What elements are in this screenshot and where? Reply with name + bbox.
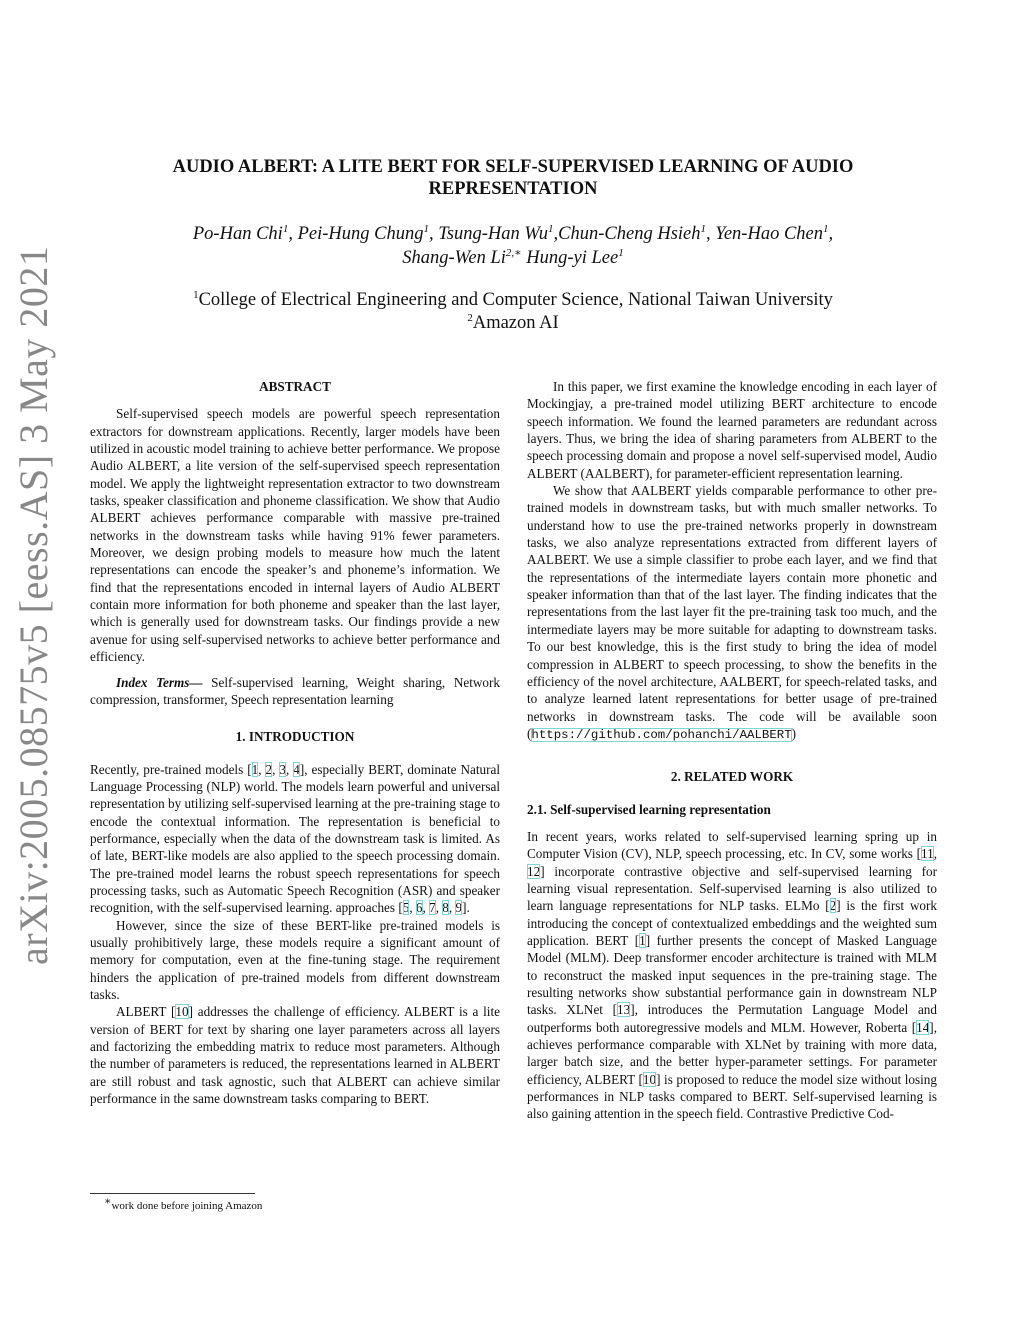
intro-paragraph-3 [90, 1003, 500, 1107]
text-run: ] addresses the challenge of efficiency. ALBERT is a lite version of BERT for text by sharing one layer parameters across all layers and factorizing the embedding matrix to reduce most parameters. Although the number of parameters is reduced, the representations learned in ALBERT are still robust and task agnostic, such that ALBERT can achieve similar performance in the same downstream tasks comparing to BERT. [90, 1004, 500, 1107]
text-run: ]. [462, 900, 470, 916]
author-name: Po-Han Chi [192, 224, 283, 244]
intro-paragraph-2: However, since the size of these BERT-like pre-trained models is usually prohibitively large, these models require a significant amount of memory for computation, even at the fine-tuning stage. The requirement hinders the application of pre-trained models from different downstream tasks. [90, 917, 500, 1002]
citation-link[interactable]: 14 [916, 1019, 930, 1035]
citation-link[interactable]: 2 [265, 761, 273, 777]
citation-link[interactable]: 10 [642, 1071, 657, 1087]
footnote [104, 1195, 263, 1213]
citation-link[interactable]: 7 [429, 900, 436, 916]
citation-link[interactable]: 6 [415, 900, 423, 916]
author-name: ,Chun-Cheng Hsieh [553, 224, 701, 244]
text-run: ALBERT [ [116, 1004, 176, 1020]
text-run: ], especially BERT, dominate Natural Language Processing (NLP) world. The models learn powerful and universal representation by utilizing self-supervised learning at the pre-training stage to encode the contextual information. The representation is beneficial to performance, especially when the data of the downstream task is limited. As of late, BERT-like models are also applied to the speech processing domain. The pre-trained model learns the robust speech representations for speech processing tasks, such as Automatic Speech Recognition (ASR) and speaker recognition, with the self-supervised learning. approaches [ [90, 761, 501, 916]
right-column [527, 378, 937, 1123]
citation-link[interactable]: 13 [617, 1002, 631, 1018]
affil-sup: 1 [823, 222, 829, 235]
citation-link[interactable]: 11 [921, 846, 934, 862]
code-url-link[interactable]: https://github.com/pohanchi/AALBERT [531, 727, 792, 742]
title-line-1: AUDIO ALBERT: A LITE BERT FOR SELF-SUPERVISED LEARNING OF AUDIO [172, 157, 854, 177]
text-run: ] incorporate contrastive objective and self-supervised learning for learning visual representation. Self-supervised learning is also utilized to learn language representations for NLP tasks. ELMo [ [527, 863, 937, 914]
affiliations [100, 289, 926, 335]
text-run: ] is proposed to reduce the model size without losing performances in NLP tasks compared to BERT. Self-supervised learning is also gaining attention in the speech field. Contrastive Predictive Cod- [527, 1071, 937, 1122]
affil-sup: 1 [548, 222, 554, 235]
affil-sup: 1 [282, 222, 289, 235]
affiliation-1 [100, 289, 926, 312]
title-line-2: REPRESENTATION [428, 179, 598, 199]
citation-link[interactable]: 5 [402, 900, 410, 916]
footnote-mark: ∗ [104, 1195, 112, 1208]
text-run: ], achieves performance comparable with XLNet by training with more data, larger batch size, and the better hyper-parameter settings. For parameter efficiency, ALBERT [ [527, 1019, 937, 1087]
citation-link[interactable]: 1 [251, 761, 259, 777]
footnote-rule [90, 1193, 255, 1194]
author-sep: , [828, 224, 834, 244]
arxiv-stamp: arXiv:2005.08575v5 [eess.AS] 3 May 2021 [11, 245, 56, 965]
index-terms-text: Self-supervised learning, Weight sharing, Network compression, transformer, Speech representation learning [90, 674, 500, 707]
abstract-body: Self-supervised speech models are powerful speech representation extractors for downstream applications. Recently, larger models have been utilized in acoustic model training to achieve better performance. We propose Audio ALBERT, a lite version of the self-supervised speech representation model. We apply the lightweight representation extractor to two downstream tasks, speaker classification and phoneme classification. We show that Audio ALBERT achieves performance comparable with massive pre-trained networks in the downstream tasks while having 91% fewer parameters. Moreover, we design probing models to measure how much the latent representations can encode the speaker’s and phoneme’s information. We find that the representations encoded in internal layers of Audio ALBERT contain more information for both phoneme and speaker than the last layer, which is generally used for downstream tasks. Our findings provide a new avenue for using self-supervised networks to achieve better performance and efficiency. [90, 406, 500, 665]
intro-paragraph-1: Recently, pre-trained models [1, 2, 3, 4], especially BERT, dominate Natural Language Processing (NLP) world. The models learn powerful and universal representation by utilizing self-supervised learning at the pre-training stage to encode the contextual information. The representation is beneficial to performance, especially when the data of the downstream task is limited. As of late, BERT-like models are also applied to the speech processing domain. The pre-trained model learns the robust speech representations for speech processing tasks, such as Automatic Speech Recognition (ASR) and speaker recognition, with the self-supervised learning. approaches [5, 6, 7, 8, 9]. [90, 761, 501, 916]
affiliation-2 [100, 312, 926, 335]
affil-sup: 2 [467, 311, 473, 324]
affil-sup: 1 [193, 288, 199, 301]
affil-sup: 1 [423, 222, 429, 235]
related-paragraph: In recent years, works related to self-supervised learning spring up in Computer Vision (CV), NLP, speech processing, etc. In CV, some works [11, 12] incorporate contrastive objective and self-supervised learning for learning visual representation. Self-supervised learning is also utilized to learn language representations for NLP tasks. ELMo [2] is the first work introducing the concept of contextualized embeddings and the weighted sum application. BERT [1] further presents the concept of Masked Language Model (MLM). Deep transformer encoder architecture is trained with MLM to reconstruct the masked input sequences in the pre-training stage. The resulting networks show substantial performance gain in downstream NLP tasks. XLNet [13], introduces the Permutation Language Model and outperforms both autoregressive models and MLM. However, Roberta [14], achieves performance comparable with XLNet by training with more data, larger batch size, and the better hyper-parameter settings. For parameter efficiency, ALBERT [10] is proposed to reduce the model size without losing performances in NLP tasks compared to BERT. Self-supervised learning is also gaining attention in the speech field. Contrastive Predictive Cod- [527, 828, 938, 1122]
text-run: ] is the first work introducing the concept of contextualized embeddings and the weighted sum application. BERT [ [527, 898, 937, 948]
right-paragraph-2 [527, 482, 937, 744]
author-name: , Yen-Hao Chen [706, 224, 823, 244]
text-run: ], introduces the Permutation Language Model and outperforms both autoregressive models and MLM. However, Roberta [ [527, 1002, 937, 1035]
footnote-mark: ,∗ [511, 246, 522, 259]
abstract-heading: ABSTRACT [259, 379, 331, 394]
text-run: Recently, pre-trained models [ [90, 761, 252, 777]
subsection-heading: 2.1. Self-supervised learning representation [527, 801, 771, 817]
text-run: We show that AALBERT yields comparable performance to other pre-trained models in downstream tasks, but with much smaller networks. To understand how to use the pre-trained networks properly in downstream tasks, we also analyze representations extracted from different layers of AALBERT. We use a simple classifier to probe each layer, and we find that the representations of the intermediate layers contain more phonetic and speaker information than that of the last layer. The finding indicates that the representations from the last layer fit the pre-training task too much, and the intermediate layers may be more suitable for adapting to downstream tasks. To our best knowledge, this is the first study to bring the idea of model compression in ALBERT to speech processing, to show the benefits in the efficiency of the novel architecture, AALBERT, for speech-related tasks, and to analyze learned latent representations for better usage of pre-trained networks in downstream tasks. The code will be available soon ( [527, 483, 937, 741]
intro-heading: 1. INTRODUCTION [235, 729, 355, 745]
authors-line-2 [100, 246, 926, 270]
paper-title [100, 156, 926, 200]
text-run: ) [791, 725, 797, 741]
citation-link[interactable]: 12 [527, 863, 541, 879]
citation-link[interactable]: 9 [455, 900, 463, 916]
citation-link[interactable]: 1 [639, 932, 646, 948]
citation-link[interactable]: 8 [442, 900, 449, 916]
affil-sup: 2 [505, 246, 512, 259]
author-list [100, 222, 926, 270]
affiliation-text: Amazon AI [472, 313, 559, 333]
authors-line-1 [100, 222, 926, 246]
index-terms-label: Index Terms— [116, 674, 203, 690]
related-work-heading: 2. RELATED WORK [670, 769, 794, 785]
author-name: , Tsung-Han Wu [428, 224, 549, 244]
affiliation-text: College of Electrical Engineering and Computer Science, National Taiwan University [198, 290, 833, 310]
author-name: Hung-yi Lee [521, 248, 619, 268]
left-column [90, 378, 500, 1107]
index-terms [90, 674, 500, 709]
footnote-text: work done before joining Amazon [111, 1200, 263, 1212]
affil-sup: 1 [618, 246, 624, 259]
citation-link[interactable]: 4 [293, 761, 300, 777]
citation-link[interactable]: 10 [175, 1004, 189, 1020]
right-paragraph-1: In this paper, we first examine the knowledge encoding in each layer of Mockingjay, a pre-trained model utilizing BERT architecture to encode speech information. We found the learned parameters are redundant across layers. Thus, we bring the idea of sharing parameters from ALBERT to the speech processing domain and propose a novel self-supervised model, Audio ALBERT (AALBERT), for parameter-efficient representation learning. [527, 379, 937, 481]
author-name: Shang-Wen Li [402, 248, 506, 268]
author-name: , Pei-Hung Chung [288, 224, 424, 244]
citation-link[interactable]: 3 [279, 761, 286, 777]
text-run: ] further presents the concept of Masked Language Model (MLM). Deep transformer encoder architecture is trained with MLM to reconstruct the masked input sequences in the pre-training stage. The resulting networks show substantial performance gain in downstream NLP tasks. XLNet [ [527, 932, 938, 1018]
citation-link[interactable]: 2 [829, 898, 837, 914]
affil-sup: 1 [700, 222, 706, 235]
text-run: In recent years, works related to self-supervised learning spring up in Computer Vision (CV), NLP, speech processing, etc. In CV, some works [ [527, 828, 937, 862]
